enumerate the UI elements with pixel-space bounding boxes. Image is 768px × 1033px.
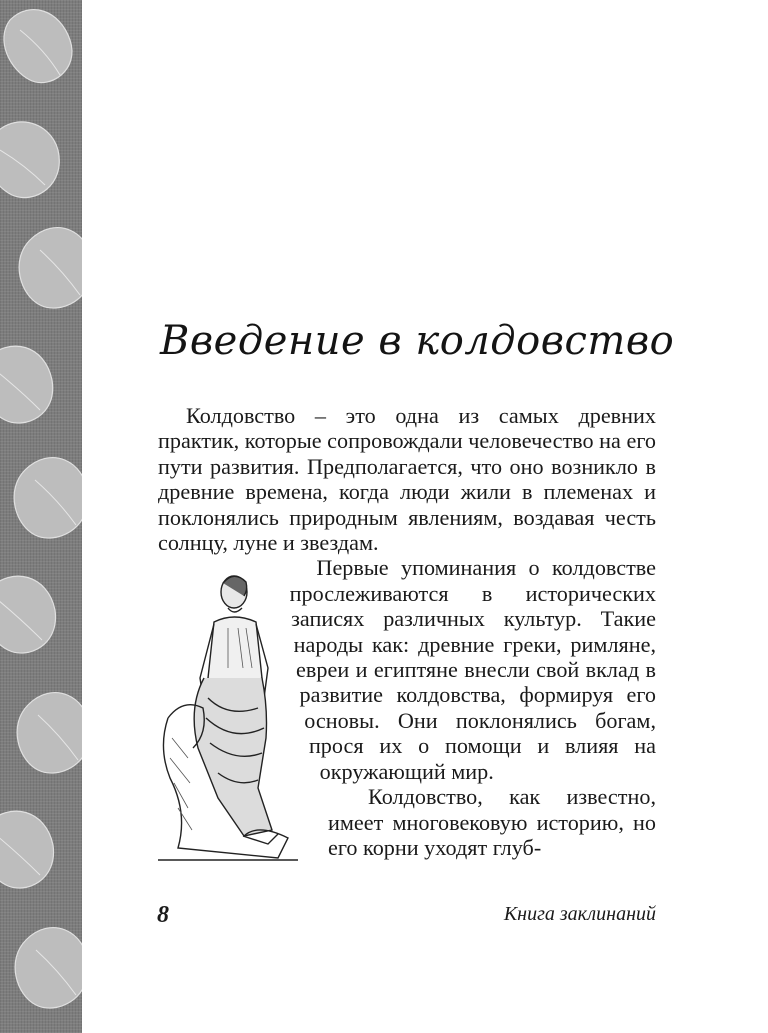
page-number: 8 <box>157 902 169 928</box>
paragraph-intro: Колдовство – это одна из самых древних практик, которые сопровождали человечество на его пути развития. Предполагается, что оно возникло в древние времена, когда люди жили в племенах и поклонялись природным явлениям, воздавая честь солнцу, луне и звездам. <box>158 403 656 556</box>
paragraph-history: Колдовство, как известно, имеет многовековую историю, но его корни уходят глуб- <box>328 784 656 860</box>
body-text <box>158 403 656 860</box>
chapter-title: Введение в колдовство <box>160 318 675 364</box>
oak-leaf-pattern-icon <box>0 0 82 1033</box>
running-title: Книга заклинаний <box>503 903 656 925</box>
paragraph-first-mentions: Первые упоминания о колдовстве прослеживаются в исторических записях различных культур. Такие народы как: древние греки, римляне, евреи и египтяне внесли свой вклад в развитие колдовства, формируя его основы. Они поклонялись богам, прося их о помощи и влияя на окружающий мир. <box>289 555 656 784</box>
